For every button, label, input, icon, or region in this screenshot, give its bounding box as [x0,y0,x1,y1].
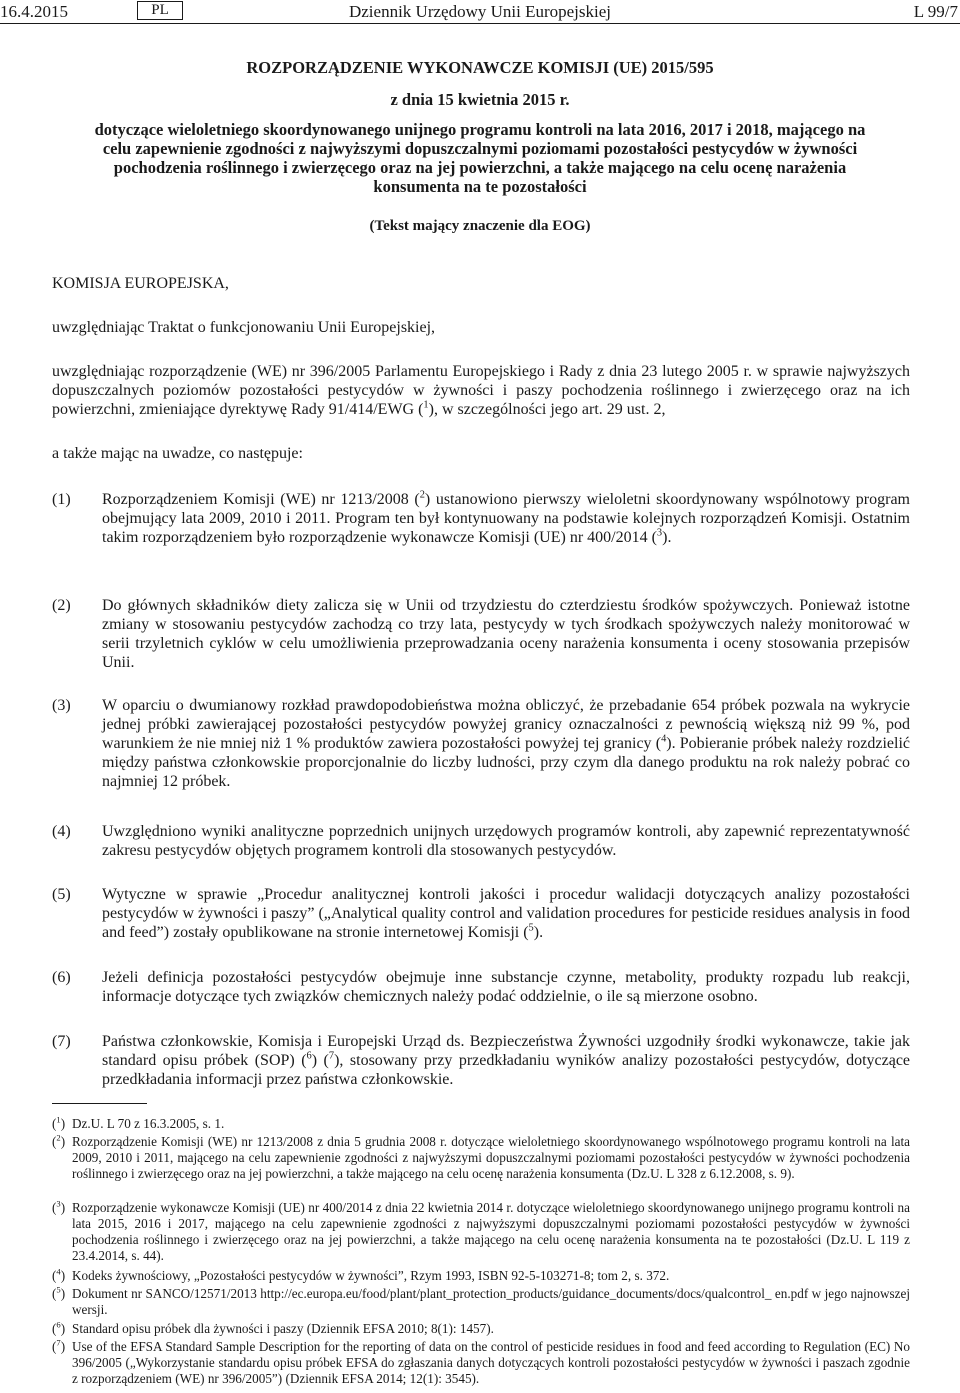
having-regard-treaty: uwzględniając Traktat o funkcjonowaniu Unii Europejskiej, [52,319,436,336]
footnote-divider [52,1103,147,1104]
recital-number: (3) [52,697,71,714]
footnote-3: ($^3$) Rozporządzenie wykonawcze Komisji (UE) nr 400/2014 z dnia 22 kwietnia 2014 r. dotyczące wieloletniego skoordynowanego unijnego programu kontroli na lata 2015, 2016 i 2017, mającego na celu zapewnienie zgodności z najwyższymi dopuszczalnymi poziomami pozostałości pestycydów w żywności pochodzenia roślinnego i zwierzęcego oraz na jej powierzchni, a także mającego na celu ocenę narażenia konsumenta na te pozostałości (Dz.U. L 119 z 23.4.2014, s. 44). [52,1198,910,1263]
recital-number: (7) [52,1033,71,1050]
header-divider [0,23,960,24]
recital-number: (6) [52,969,71,986]
eea-relevance-note: (Tekst mający znaczenie dla EOG) [369,218,591,234]
recital-5 [52,885,910,942]
page-header [0,0,960,24]
footnote-5: ($^5$) Dokument nr SANCO/12571/2013 http://ec.europa.eu/food/plant/plant_protection_products/guidance_documents/docs/qualcontrol_ en.pdf w jego najnowszej wersji. [52,1284,910,1317]
having-regard-regulation: uwzględniając rozporządzenie (WE) nr 396/2005 Parlamentu Europejskiego i Rady z dnia 23 lutego 2005 r. w sprawie najwyższych dopuszczalnych poziomów pozostałości pestycydów w żywności i paszy pochodzenia roślinnego i zwierzęcego oraz na ich powierzchni, zmieniające dyrektywę Rady 91/414/EWG ($^1$), w szczególności jego art. 29 ust. 2, [52,363,910,418]
recital-2 [52,596,910,672]
footnote-6: ($^6$) Standard opisu próbek dla żywności i paszy (Dziennik EFSA 2010; 8(1): 1457). [52,1319,494,1336]
whereas-heading: a także mając na uwadze, co następuje: [52,445,303,462]
recital-7 [52,1032,910,1089]
footnote-ref: 7 [328,1050,335,1062]
header-date: 16.4.2015 [0,2,68,21]
footnote-4: ($^4$) Kodeks żywnościowy, „Pozostałości pestycydów w żywności”, Rzym 1993, ISBN 92-5-103271-8; tom 2, s. 372. [52,1266,670,1283]
page-number: L 99/7 [913,2,958,21]
recital-number: (4) [52,823,71,840]
recital-text: Wytyczne w sprawie „Procedur analitycznej kontroli jakości i procedur walidacji dotyczących analizy pozostałości pestycydów w żywności i paszy” („Analytical quality control and validation procedures for pesticide residues analysis in food and feed”) zostały opublikowane na stronie internetowej Komisji ($^5$). [102,886,910,941]
recital-text: Jeżeli definicja pozostałości pestycydów obejmuje inne substancje czynne, metabolity, produkty rozpadu lub reakcji, informacje dotyczące tych związków chemicznych należy podać oddzielnie, o ile są mierzone osobno. [102,969,910,1005]
regulation-subject: dotyczące wieloletniego skoordynowanego unijnego programu kontroli na lata 2016, 2017 i 2018, mającego na celu zapewnienie zgodności z najwyższymi dopuszczalnymi poziomami pozostałości pestycydów w żywności pochodzenia roślinnego i zwierzęcego oraz na jej powierzchni, a także mającego na celu ocenę narażenia konsumenta na te pozostałości [94,120,866,196]
recital-1 [52,490,910,547]
recital-3 [52,696,910,791]
recital-number: (5) [52,886,71,903]
footnote-ref: 1 [423,399,429,411]
footnote-1: ($^1$) Dz.U. L 70 z 16.3.2005, s. 1. [52,1114,225,1131]
footnote-ref: 6 [306,1050,312,1062]
footnote-ref: 5 [528,922,534,934]
regulation-date: z dnia 15 kwietnia 2015 r. [390,90,570,109]
recital-6 [52,968,910,1006]
footnote-5-text: Dokument nr SANCO/12571/2013 http://ec.europa.eu/food/plant/plant_protection_products/guidance_documents/docs/qualcontrol_ en.pdf w jego najnowszej wersji. [72,1286,910,1317]
recital-text: Państwa członkowskie, Komisja i Europejski Urząd ds. Bezpieczeństwa Żywności uzgodniły środki wykonawcze, takie jak standard opisu próbek (SOP) ($^6$) ($^7$), stosowany przy przedkładaniu wyników analizy pozostałości pestycydów, dotyczące przedkładania informacji przez państwa członkowskie. [102,1033,911,1088]
recital-text: Do głównych składników diety zalicza się w Unii od trzydziestu do czterdziestu środków spożywczych. Ponieważ istotne zmiany w stosowaniu pestycydów zachodzą co trzy lata, pestycydy w tych środkach spożywczych należy monitorować w serii trzyletnich cyklów w celu umożliwienia przeprowadzania oceny narażenia konsumenta i oceny stosowania przepisów Unii. [102,597,910,671]
commission-heading: KOMISJA EUROPEJSKA, [52,275,229,292]
recital-text: W oparciu o dwumianowy rozkład prawdopodobieństwa można obliczyć, że przebadanie 654 próbek pozwala na wykrycie jednej próbki zawierającej pozostałości pestycydów powyżej granicy oznaczalności z pewnością większą niż 99 %, pod warunkiem że nie mniej niż 1 % produktów zawiera pozostałości powyżej tej granicy ($^4$). Pobieranie próbek należy rozdzielić między państwa członkowskie proporcjonalnie do liczby ludności, przy czym dla danego produktu na rok należy pobrać co najmniej 12 próbek. [102,697,910,790]
footnote-ref: 3 [656,527,663,539]
regulation-title: ROZPORZĄDZENIE WYKONAWCZE KOMISJI (UE) 2015/595 [246,58,714,77]
language-badge: PL [137,1,183,20]
recital-number: (1) [52,491,71,508]
footnote-2: ($^2$) Rozporządzenie Komisji (WE) nr 1213/2008 z dnia 5 grudnia 2008 r. dotyczące wieloletniego skoordynowanego wspólnotowego programu kontroli na lata 2009, 2010 i 2011, mającego na celu zapewnienie zgodności z najwyższymi dopuszczalnymi poziomami pozostałości pestycydów w żywności pochodzenia roślinnego i zwierzęcego oraz na jej powierzchni, a także mającego na celu ocenę narażenia konsumenta (Dz.U. L 328 z 6.12.2008, s. 9). [52,1132,910,1181]
recital-number: (2) [52,597,71,614]
footnote-ref: 2 [419,489,425,501]
recital-4 [52,822,910,860]
recital-text: Rozporządzeniem Komisji (WE) nr 1213/2008 ($^2$) ustanowiono pierwszy wieloletni skoordynowany wspólnotowy program obejmujący lata 2009, 2010 i 2011. Program ten był kontynuowany na podstawie kolejnych rozporządzeń Komisji. Ostatnim takim rozporządzeniem było rozporządzenie wykonawcze Komisji (UE) nr 400/2014 ($^3$). [102,489,910,546]
recital-text: Uwzględniono wyniki analityczne poprzednich unijnych urzędowych programów kontroli, aby zapewnić reprezentatywność zakresu pestycydów objętych programem kontroli dla stosowanych pestycydów. [102,823,910,859]
footnote-ref: 4 [661,733,667,745]
journal-name: Dziennik Urzędowy Unii Europejskiej [348,2,611,21]
footnote-7: ($^7$) Use of the EFSA Standard Sample Description for the reporting of data on the control of pesticide residues in food and feed according to Regulation (EC) No 396/2005 („Wykorzystanie standardu opisu próbek EFSA do zgłaszania danych dotyczących kontroli pozostałości pestycydów w żywności i paszach zgodnie z rozporządzeniem (WE) nr 396/2005”) (Dziennik EFSA 2014; 12(1): 3545). [52,1337,910,1386]
